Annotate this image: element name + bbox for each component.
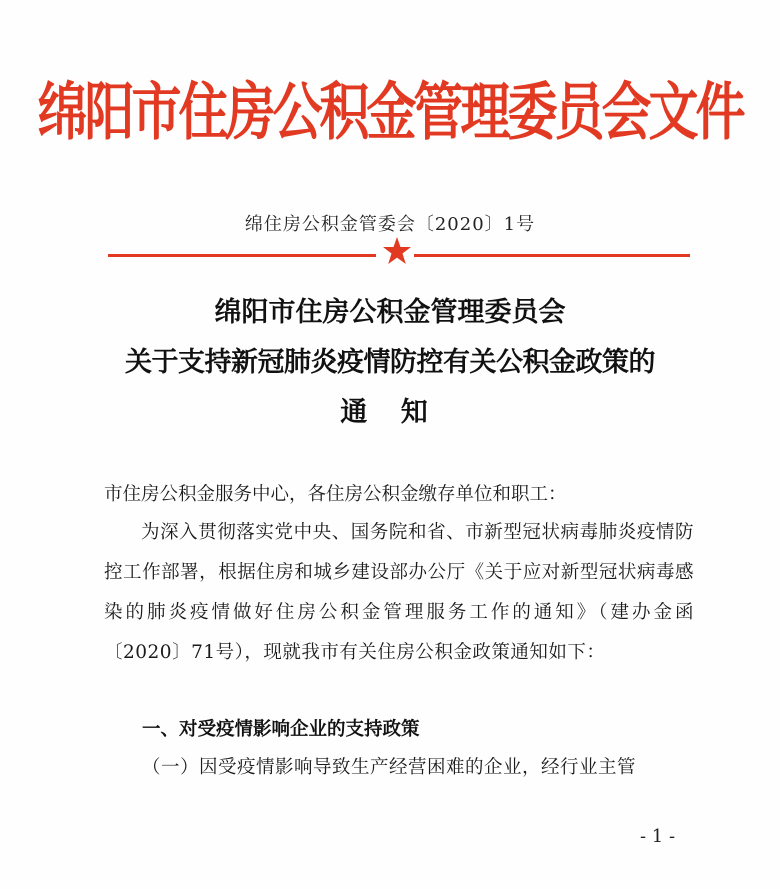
main-title-line-3: 通 知 (340, 397, 440, 428)
header-rule-left (108, 254, 376, 257)
salutation: 市住房公积金服务中心，各住房公积金缴存单位和职工： (104, 484, 567, 505)
star-icon (382, 236, 412, 266)
header-rule-right (414, 254, 690, 257)
main-title-line-2: 关于支持新冠肺炎疫情防控有关公积金政策的 (125, 347, 655, 378)
document-number: 绵住房公积金管委会〔2020〕1号 (244, 214, 536, 235)
page-number: - 1 - (640, 826, 676, 847)
main-title-line-1: 绵阳市住房公积金管理委员会 (214, 297, 566, 328)
section-item: （一）因受疫情影响导致生产经营困难的企业，经行业主管 (142, 757, 637, 778)
document-header-title: 绵阳市住房公积金管理委员会文件 (37, 75, 743, 149)
section-heading: 一、对受疫情影响企业的支持政策 (142, 719, 420, 740)
body-paragraph: 为深入贯彻落实党中央、国务院和省、市新型冠状病毒肺炎疫情防控工作部署，根据住房和城乡建设部办公厅《关于应对新型冠状病毒感染的肺炎疫情做好住房公积金管理服务工作的通知》（建办金函〔2020〕71号），现就我市有关住房公积金政策通知如下： (104, 522, 694, 663)
